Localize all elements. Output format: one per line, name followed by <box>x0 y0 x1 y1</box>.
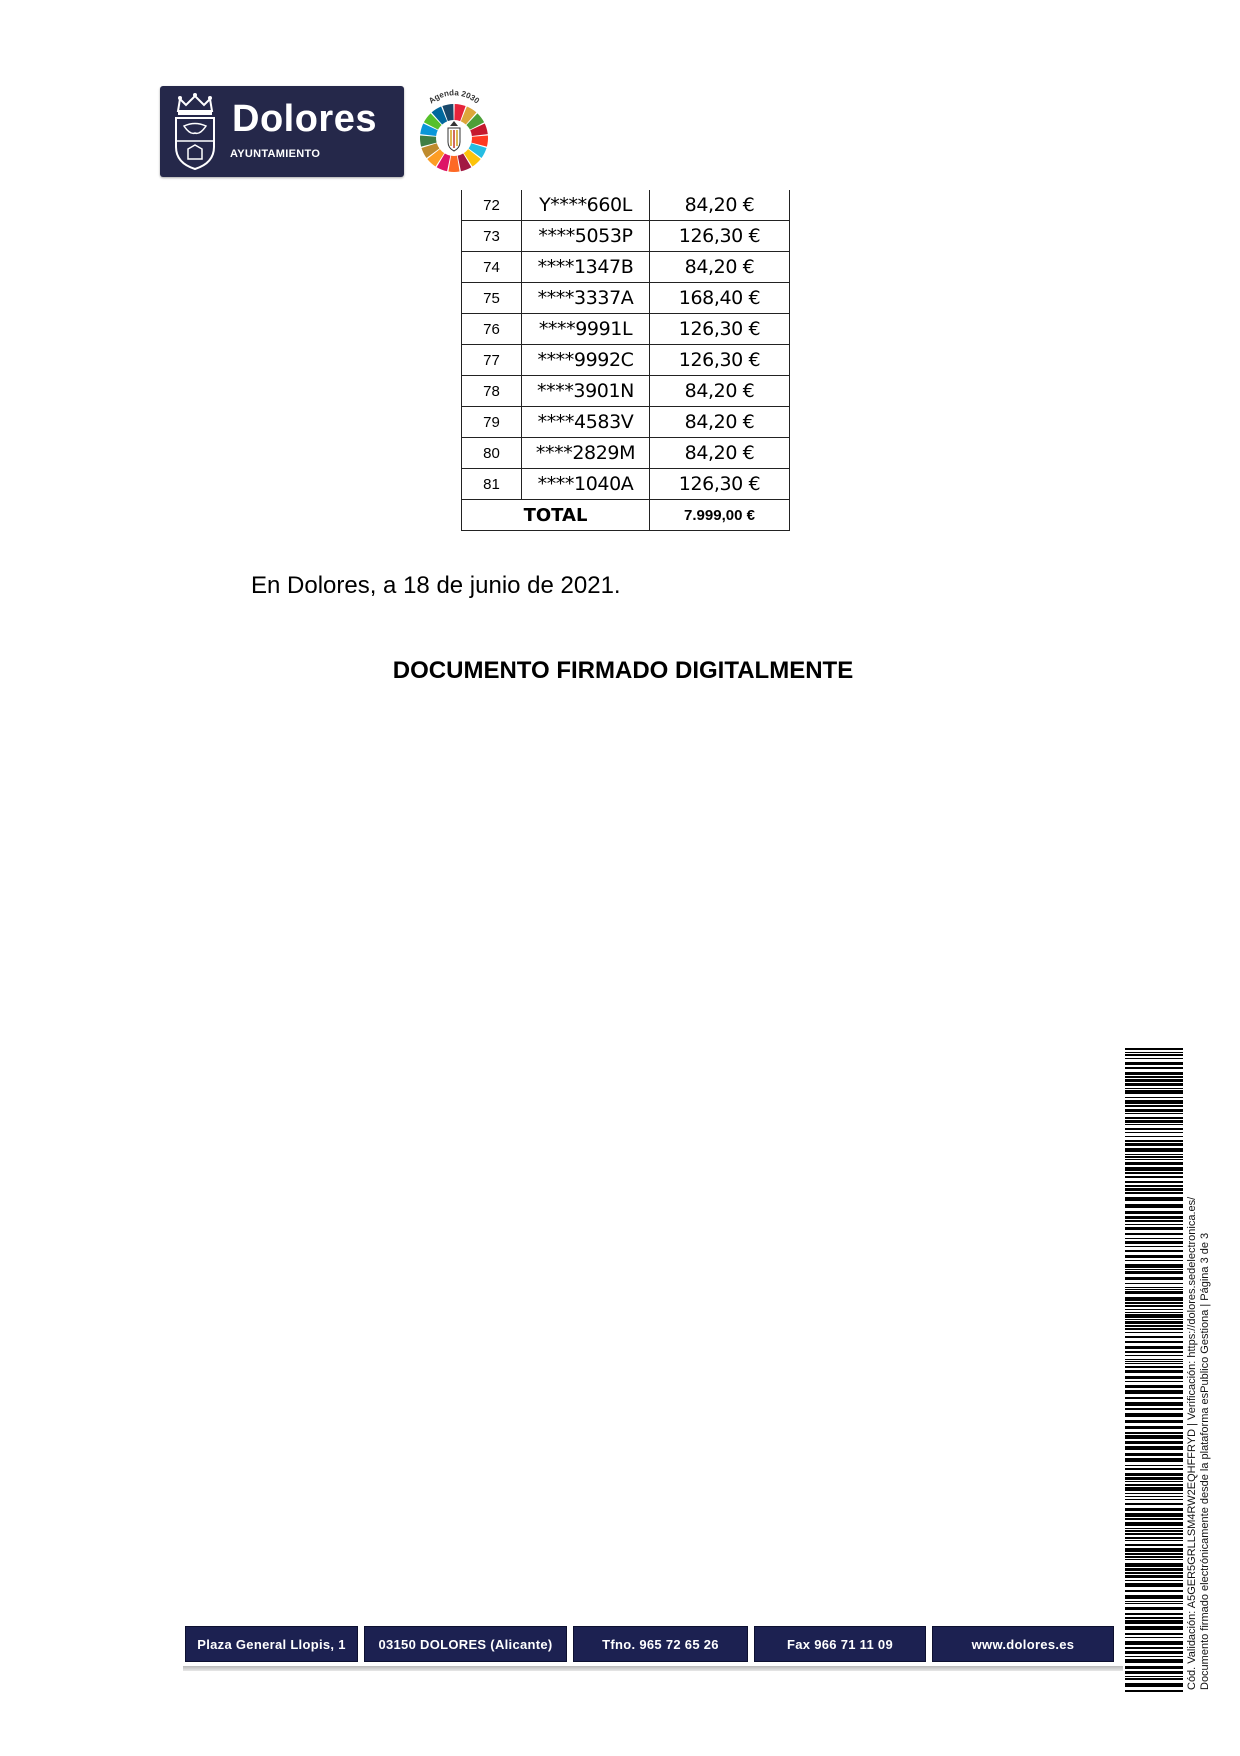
barcode-bar <box>1125 1128 1183 1130</box>
barcode-bar <box>1125 1508 1183 1511</box>
barcode-bar <box>1125 1079 1183 1082</box>
barcode-bar <box>1125 1568 1183 1571</box>
barcode-bar <box>1125 1216 1183 1219</box>
barcode-bar <box>1125 1162 1183 1165</box>
barcode-bar <box>1125 1289 1183 1290</box>
barcode-bar <box>1125 1607 1183 1610</box>
barcode-bar <box>1125 1556 1183 1558</box>
barcode-bar <box>1125 1124 1183 1125</box>
total-label: TOTAL <box>462 500 650 531</box>
table-row <box>462 438 790 469</box>
barcode-bar <box>1125 1580 1183 1581</box>
barcode-bar <box>1125 1522 1183 1526</box>
barcode-bar <box>1125 1361 1183 1362</box>
barcode-bar <box>1125 1676 1183 1677</box>
footer-address: Plaza General Llopis, 1 <box>185 1626 358 1662</box>
barcode-bar <box>1125 1544 1183 1546</box>
barcode-bar <box>1125 1385 1183 1388</box>
barcode-bar <box>1125 1054 1183 1056</box>
barcode-bar <box>1125 1233 1183 1235</box>
barcode-bar <box>1125 1659 1183 1663</box>
barcode-bar <box>1125 1603 1183 1604</box>
barcode-bar <box>1125 1117 1183 1119</box>
barcode-bar <box>1125 1537 1183 1539</box>
barcode-bar <box>1125 1435 1183 1439</box>
barcode-bar <box>1125 1211 1183 1214</box>
footer-website[interactable]: www.dolores.es <box>932 1626 1114 1662</box>
barcode-bar <box>1125 1227 1183 1230</box>
barcode-bar <box>1125 1468 1183 1470</box>
barcode-bar <box>1125 1185 1183 1187</box>
barcode-bar <box>1125 1325 1183 1327</box>
barcode-bar <box>1125 1548 1183 1552</box>
barcode-bar <box>1125 1148 1183 1152</box>
barcode-bar <box>1125 1143 1183 1146</box>
brand-name: Dolores <box>232 98 377 140</box>
validation-line-2: Documento firmado electrónicamente desde la plataforma esPublico Gestiona | Página 3 de 3 <box>1199 1232 1211 1690</box>
barcode-bar <box>1125 1172 1183 1174</box>
barcode-bar <box>1125 1067 1183 1069</box>
sdg-segment <box>448 156 459 172</box>
barcode-bar <box>1125 1617 1183 1619</box>
barcode-bar <box>1125 1052 1183 1053</box>
barcode-bar <box>1125 1083 1183 1086</box>
barcode-bar <box>1125 1321 1183 1324</box>
barcode-icon <box>1125 1048 1183 1693</box>
barcode-bar <box>1125 1553 1183 1555</box>
barcode-bar <box>1125 1351 1183 1353</box>
barcode-bar <box>1125 1575 1183 1578</box>
barcode-bar <box>1125 1113 1183 1114</box>
barcode-bar <box>1125 1666 1183 1669</box>
barcode-bar <box>1125 1601 1183 1602</box>
barcode-bar <box>1125 1376 1183 1379</box>
barcode-bar <box>1125 1530 1183 1532</box>
row-amount: 126,30 € <box>650 314 790 345</box>
row-number: 74 <box>462 252 522 283</box>
barcode-bar <box>1125 1503 1183 1505</box>
table-row <box>462 469 790 500</box>
barcode-bar <box>1125 1105 1183 1107</box>
barcode-bar <box>1125 1370 1183 1373</box>
barcode-bar <box>1125 1656 1183 1657</box>
barcode-bar <box>1125 1641 1183 1645</box>
row-amount: 168,40 € <box>650 283 790 314</box>
barcode-bar <box>1125 1590 1183 1592</box>
total-value: 7.999,00 € <box>650 500 790 531</box>
barcode-bar <box>1125 1496 1183 1497</box>
svg-text:Agenda 2030 <box>427 88 481 106</box>
barcode-bar <box>1125 1264 1183 1268</box>
barcode-bar <box>1125 1363 1183 1364</box>
row-id: ****1347B <box>522 252 650 283</box>
barcode-bar <box>1125 1336 1183 1338</box>
barcode-bar <box>1125 1533 1183 1535</box>
barcode-bar <box>1125 1246 1183 1247</box>
barcode-bar <box>1125 1678 1183 1680</box>
barcode-bar <box>1125 1332 1183 1333</box>
row-number: 73 <box>462 221 522 252</box>
barcode-bar <box>1125 1204 1183 1208</box>
barcode-bar <box>1125 1088 1183 1089</box>
barcode-bar <box>1125 1220 1183 1222</box>
barcode-bar <box>1125 1156 1183 1158</box>
barcode-bar <box>1125 1477 1183 1480</box>
barcode-bar <box>1125 1241 1183 1244</box>
barcode-bar <box>1125 1181 1183 1183</box>
table-row <box>462 283 790 314</box>
barcode-bar <box>1125 1366 1183 1368</box>
table-row <box>462 252 790 283</box>
row-id: ****9991L <box>522 314 650 345</box>
barcode-bar <box>1125 1109 1183 1112</box>
barcode-bar <box>1125 1563 1183 1567</box>
barcode-bar <box>1125 1359 1183 1360</box>
valencian-emblem-icon <box>440 121 468 152</box>
row-amount: 126,30 € <box>650 221 790 252</box>
barcode-bar <box>1125 1390 1183 1394</box>
barcode-bar <box>1125 1647 1183 1649</box>
barcode-bar <box>1125 1192 1183 1194</box>
barcode-bar <box>1125 1426 1183 1429</box>
barcode-bar <box>1125 1159 1183 1160</box>
barcode-bar <box>1125 1473 1183 1476</box>
row-number: 79 <box>462 407 522 438</box>
barcode-bar <box>1125 1097 1183 1098</box>
payments-table <box>461 190 790 531</box>
row-amount: 84,20 € <box>650 190 790 221</box>
barcode-bar <box>1125 1090 1183 1094</box>
table-row <box>462 345 790 376</box>
barcode-bar <box>1125 1432 1183 1434</box>
barcode-bar <box>1125 1637 1183 1638</box>
barcode-bar <box>1125 1626 1183 1630</box>
footer-phone: Tfno. 965 72 65 26 <box>573 1626 748 1662</box>
barcode-bar <box>1125 1197 1183 1201</box>
place-date: En Dolores, a 18 de junio de 2021. <box>251 572 621 599</box>
row-amount: 84,20 € <box>650 252 790 283</box>
barcode-bar <box>1125 1062 1183 1065</box>
row-id: ****2829M <box>522 438 650 469</box>
barcode-bar <box>1125 1260 1183 1261</box>
table-row <box>462 376 790 407</box>
signed-notice: DOCUMENTO FIRMADO DIGITALMENTE <box>392 657 854 684</box>
barcode-bar <box>1125 1499 1183 1500</box>
barcode-bar <box>1125 1633 1183 1635</box>
row-number: 75 <box>462 283 522 314</box>
barcode-bar <box>1125 1487 1183 1491</box>
row-number: 77 <box>462 345 522 376</box>
row-number: 78 <box>462 376 522 407</box>
barcode-bar <box>1125 1453 1183 1456</box>
barcode-bar <box>1125 1620 1183 1624</box>
barcode-bar <box>1125 1683 1183 1687</box>
row-number: 72 <box>462 190 522 221</box>
table-row <box>462 221 790 252</box>
barcode-bar <box>1125 1250 1183 1252</box>
table-row <box>462 190 790 221</box>
barcode-bar <box>1125 1613 1183 1615</box>
barcode-bar <box>1125 1255 1183 1258</box>
barcode-bar <box>1125 1484 1183 1486</box>
barcode-bar <box>1125 1341 1183 1343</box>
barcode-bar <box>1125 1583 1183 1587</box>
barcode-bar <box>1125 1528 1183 1529</box>
barcode-bar <box>1125 1072 1183 1075</box>
footer-postal: 03150 DOLORES (Alicante) <box>364 1626 567 1662</box>
barcode-bar <box>1125 1224 1183 1225</box>
row-id: ****5053P <box>522 221 650 252</box>
row-number: 81 <box>462 469 522 500</box>
total-row <box>462 500 790 531</box>
barcode-bar <box>1125 1314 1183 1318</box>
barcode-bar <box>1125 1302 1183 1304</box>
barcode-bar <box>1125 1277 1183 1280</box>
barcode-bar <box>1125 1328 1183 1330</box>
row-amount: 126,30 € <box>650 345 790 376</box>
barcode-bar <box>1125 1140 1183 1142</box>
footer-shadow <box>183 1666 1123 1671</box>
row-id: ****3901N <box>522 376 650 407</box>
barcode-bar <box>1125 1559 1183 1560</box>
barcode-bar <box>1125 1465 1183 1466</box>
table-row <box>462 407 790 438</box>
barcode-bar <box>1125 1287 1183 1288</box>
barcode-bar <box>1125 1136 1183 1137</box>
barcode-bar <box>1125 1076 1183 1078</box>
barcode-bar <box>1125 1271 1183 1274</box>
barcode-bar <box>1125 1132 1183 1133</box>
barcode-bar <box>1125 1413 1183 1417</box>
barcode-bar <box>1125 1319 1183 1320</box>
row-id: ****3337A <box>522 283 650 314</box>
row-amount: 126,30 € <box>650 469 790 500</box>
dolores-logo <box>160 86 404 177</box>
row-id: ****1040A <box>522 469 650 500</box>
barcode-bar <box>1125 1420 1183 1423</box>
barcode-bar <box>1125 1309 1183 1310</box>
row-id: ****4583V <box>522 407 650 438</box>
barcode-bar <box>1125 1058 1183 1059</box>
barcode-bar <box>1125 1283 1183 1284</box>
barcode-bar <box>1125 1513 1183 1517</box>
row-amount: 84,20 € <box>650 407 790 438</box>
row-number: 76 <box>462 314 522 345</box>
barcode-bar <box>1125 1402 1183 1406</box>
barcode-bar <box>1125 1346 1183 1349</box>
barcode-bar <box>1125 1397 1183 1399</box>
barcode-bar <box>1125 1540 1183 1541</box>
barcode-bar <box>1125 1690 1183 1692</box>
barcode-bar <box>1125 1481 1183 1482</box>
barcode-bar <box>1125 1671 1183 1674</box>
barcode-bar <box>1125 1595 1183 1599</box>
barcode-bar <box>1125 1408 1183 1410</box>
row-id: Y****660L <box>522 190 650 221</box>
barcode-bar <box>1125 1188 1183 1191</box>
row-id: ****9992C <box>522 345 650 376</box>
barcode-bar <box>1125 1291 1183 1294</box>
barcode-bar <box>1125 1381 1183 1382</box>
barcode-bar <box>1125 1297 1183 1301</box>
footer-bar <box>185 1626 1120 1662</box>
barcode-bar <box>1125 1651 1183 1654</box>
row-amount: 84,20 € <box>650 376 790 407</box>
footer-fax: Fax 966 71 11 09 <box>754 1626 926 1662</box>
barcode-bar <box>1125 1048 1183 1050</box>
row-amount: 84,20 € <box>650 438 790 469</box>
agenda-title: Agenda 2030 <box>427 88 482 106</box>
agenda-2030-logo <box>404 80 504 180</box>
brand-subtitle: AYUNTAMIENTO <box>230 148 321 160</box>
barcode-bar <box>1125 1167 1183 1171</box>
barcode-bar <box>1125 1572 1183 1574</box>
barcode-bar <box>1125 1493 1183 1494</box>
barcode-bar <box>1125 1441 1183 1444</box>
barcode-bar <box>1125 1458 1183 1462</box>
barcode-bar <box>1125 1154 1183 1155</box>
validation-line-1: Cód. Validación: A5GER5GRLLSM4RW2EQHFFRYD | Verificación: https://dolores.sedelectronica.es/ <box>1186 1196 1198 1690</box>
coat-of-arms-icon <box>166 91 224 173</box>
row-number: 80 <box>462 438 522 469</box>
barcode-bar <box>1125 1518 1183 1520</box>
barcode-bar <box>1125 1269 1183 1270</box>
barcode-bar <box>1125 1355 1183 1356</box>
barcode-bar <box>1125 1305 1183 1307</box>
barcode-bar <box>1125 1120 1183 1123</box>
barcode-bar <box>1125 1312 1183 1313</box>
barcode-bar <box>1125 1100 1183 1104</box>
barcode-bar <box>1125 1446 1183 1450</box>
table-row <box>462 314 790 345</box>
validation-text <box>1186 1197 1212 1690</box>
barcode-bar <box>1125 1176 1183 1178</box>
barcode-bar <box>1125 1238 1183 1239</box>
